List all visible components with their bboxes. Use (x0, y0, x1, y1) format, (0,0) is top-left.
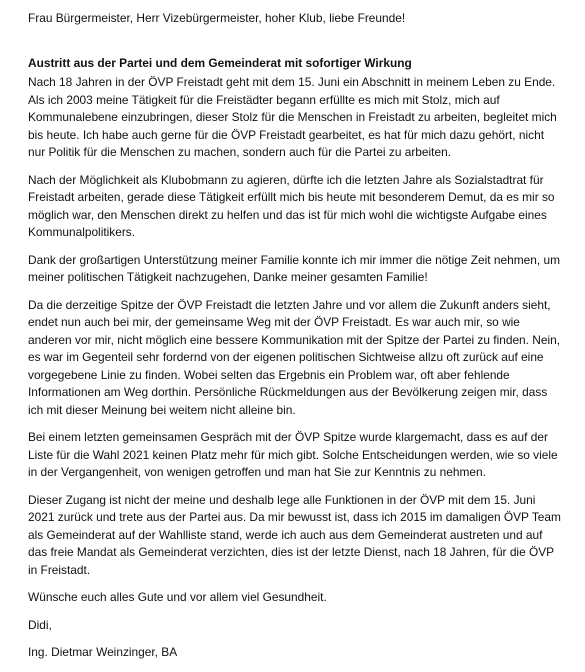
letter-paragraph-4: Da die derzeitige Spitze der ÖVP Freistadt die letzten Jahre und vor allem die Zukunft anders sieht, endet nun auch bei mir, der gemeinsame Weg mit der ÖVP Freistadt. Es war auch mir, so wie anderen vor mir, nicht möglich eine bessere Kommunikation mit der Spitze der Partei zu finden. Nein, es war im Gegenteil sehr fordernd von der eigenen politischen Sichtweise allzu oft zurück auf eine vorgegebene Linie zu finden. Wobei selten das Ergebnis ein Problem war, oft aber fehlende Informationen am Weg dorthin. Persönliche Rückmeldungen aus der Bevölkerung zeigen mir, dass ich mit dieser Meinung bei weitem nicht alleine bin. (28, 297, 561, 417)
letter-title: Austritt aus der Partei und dem Gemeinderat mit sofortiger Wirkung (28, 55, 412, 70)
letter-paragraph-2: Nach der Möglichkeit als Klubobmann zu agieren, dürfte ich die letzten Jahre als Sozialstadtrat für Freistadt arbeiten, gerade diese Tätigkeit erfüllt mich bis heute mit besonderem Demut, da es mir so möglich war, den Menschen direkt zu helfen und das ist für mich wohl die wichtigste Aufgabe eines Kommunalpolitikers. (28, 172, 555, 239)
letter-paragraph-1: Nach 18 Jahren in der ÖVP Freistadt geht mit dem 15. Juni ein Abschnitt in meinem Leben zu Ende. Als ich 2003 meine Tätigkeit für die Freistädter begann erfüllte es mich mit Stolz, mich auf Kommunalebene einzubringen, dieser Stolz für die Menschen in Freistadt zu arbeiten, begleitet mich bis heute. Ich habe auch gerne für die ÖVP Freistadt gearbeitet, es hat für mich dazu gehört, nicht nur Politik für die Menschen zu machen, sondern auch für die Partei zu arbeiten. (28, 75, 557, 159)
letter-paragraph-5: Bei einem letzten gemeinsamen Gespräch mit der ÖVP Spitze wurde klargemacht, dass es auf der Liste für die Wahl 2021 keinen Platz mehr für mich gibt. Solche Entscheidungen werden, wie so viele in der Vergangenheit, von wenigen getroffen und man hat Sie zur Kenntnis zu nehmen. (28, 430, 558, 479)
letter-sign-off: Didi, (28, 617, 52, 632)
letter-greeting: Frau Bürgermeister, Herr Vizebürgermeister, hoher Klub, liebe Freunde! (28, 11, 406, 25)
letter-paragraph-7: Wünsche euch alles Gute und vor allem viel Gesundheit. (28, 590, 327, 604)
letter-document (28, 10, 563, 672)
letter-paragraph-6: Dieser Zugang ist nicht der meine und deshalb lege alle Funktionen in der ÖVP mit dem 15. Juni 2021 zurück und trete aus der Partei aus. Da mir bewusst ist, dass ich 2015 im damaligen ÖVP Team als Gemeinderat auf der Wahlliste stand, werde ich auch aus dem Gemeinderat austreten und auf das freie Mandat als Gemeinderat verzichten, dies ist der letzte Dienst, nach 18 Jahren, für die ÖVP in Freistadt. (28, 492, 561, 577)
letter-signature: Ing. Dietmar Weinzinger, BA (28, 645, 178, 659)
letter-paragraph-3: Dank der großartigen Unterstützung meiner Familie konnte ich mir immer die nötige Zeit nehmen, um meiner politischen Tätigkeit nachzugehen, Danke meiner gesamten Familie! (28, 252, 561, 284)
